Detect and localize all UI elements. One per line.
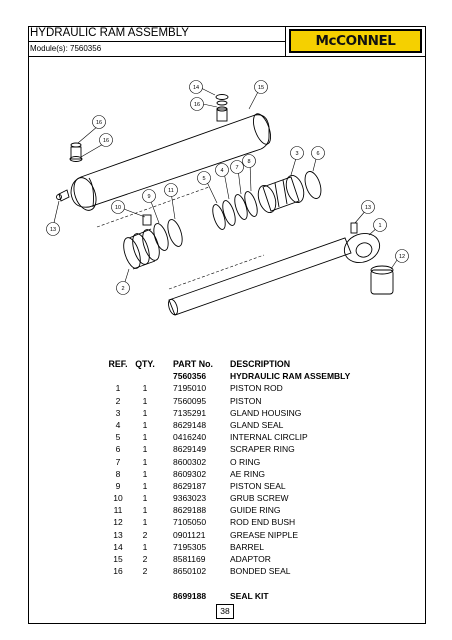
svg-text:2: 2 <box>121 286 125 292</box>
callout <box>216 164 229 177</box>
page-number: 38 <box>216 604 234 619</box>
ref-cell: 3 <box>115 407 121 418</box>
description-cell: GLAND SEAL <box>230 419 284 430</box>
part-number-cell: 8629148 <box>173 419 207 430</box>
callout <box>191 98 204 111</box>
callout <box>312 147 325 160</box>
callout <box>396 250 409 263</box>
part-number-cell: 8600302 <box>173 456 207 467</box>
parts-table <box>106 358 406 602</box>
assembly-description: HYDRAULIC RAM ASSEMBLY <box>230 371 351 382</box>
qty-cell: 1 <box>142 456 148 467</box>
part-number-cell: 7195010 <box>173 383 207 394</box>
ref-cell: 12 <box>113 517 123 528</box>
part-number-cell: 8629149 <box>173 444 207 455</box>
description-cell: BARREL <box>230 541 265 552</box>
part-number-cell: 8581169 <box>173 554 206 564</box>
callout <box>231 161 244 174</box>
ref-cell: 14 <box>113 541 123 552</box>
description-cell: GLAND HOUSING <box>230 407 302 418</box>
description-cell: GREASE NIPPLE <box>230 529 299 540</box>
table-row <box>106 382 406 394</box>
qty-cell: 2 <box>142 554 148 564</box>
table-row <box>106 504 406 516</box>
part-number-cell: 9363023 <box>173 493 207 504</box>
ref-cell: 11 <box>113 505 123 516</box>
svg-text:14: 14 <box>192 85 200 91</box>
part-number-cell: 8629188 <box>173 505 207 516</box>
svg-text:1: 1 <box>378 223 382 229</box>
qty-cell: 1 <box>142 407 148 418</box>
qty-cell: 1 <box>142 444 148 455</box>
ref-cell: 9 <box>115 480 121 491</box>
svg-text:9: 9 <box>147 194 151 200</box>
part-number-cell: 0901121 <box>173 529 206 540</box>
seal-kit-part-number: 8699188 <box>173 590 207 601</box>
ref-cell: 2 <box>115 395 121 406</box>
column-header: PART No. <box>173 359 213 369</box>
spacer <box>106 577 406 589</box>
exploded-diagram <box>29 57 425 347</box>
table-row <box>106 529 406 541</box>
table-row <box>106 553 406 565</box>
description-cell: PISTON ROD <box>230 383 283 394</box>
part-number-cell: 7135291 <box>173 407 207 418</box>
column-header: QTY. <box>135 359 155 369</box>
svg-text:13: 13 <box>49 227 57 233</box>
svg-text:7: 7 <box>235 165 239 171</box>
assembly-row <box>106 370 406 382</box>
table-row <box>106 431 406 443</box>
description-cell: AE RING <box>230 468 265 479</box>
callout <box>100 134 113 147</box>
description-cell: ROD END BUSH <box>230 517 296 528</box>
callout <box>117 282 130 295</box>
module-label: Module(s): 7560356 <box>30 44 102 53</box>
table-row <box>106 516 406 528</box>
qty-cell: 1 <box>142 383 148 394</box>
description-cell: GRUB SCREW <box>230 493 289 504</box>
svg-text:3: 3 <box>295 151 299 157</box>
ref-cell: 6 <box>115 444 121 455</box>
table-row <box>106 492 406 504</box>
svg-text:11: 11 <box>168 188 174 194</box>
ref-cell: 10 <box>113 493 123 504</box>
table-row <box>106 541 406 553</box>
part-number-cell: 0416240 <box>173 432 207 443</box>
exploded-diagram-svg <box>29 57 425 347</box>
table-row <box>106 407 406 419</box>
table-row <box>106 565 406 577</box>
brand-logo-text: McCONNEL <box>315 33 396 49</box>
qty-cell: 2 <box>142 566 148 577</box>
table-header <box>106 358 406 370</box>
ref-cell: 4 <box>115 419 121 430</box>
part-number-cell: 7195305 <box>173 541 207 552</box>
ref-cell: 1 <box>115 383 121 394</box>
description-cell: PISTON SEAL <box>230 480 286 491</box>
svg-text:8: 8 <box>247 159 251 165</box>
part-number-cell: 8609302 <box>173 468 207 479</box>
header-divider <box>285 26 286 56</box>
table-row <box>106 468 406 480</box>
svg-text:5: 5 <box>202 176 206 182</box>
qty-cell: 1 <box>142 505 148 516</box>
description-cell: GUIDE RING <box>230 505 281 516</box>
svg-text:16: 16 <box>95 120 103 126</box>
callout <box>374 219 387 232</box>
description-cell: INTERNAL CIRCLIP <box>230 432 308 443</box>
qty-cell: 1 <box>142 468 148 479</box>
callout <box>291 147 304 160</box>
svg-text:6: 6 <box>316 151 320 157</box>
callout <box>93 116 106 129</box>
callout <box>198 172 211 185</box>
ref-cell: 13 <box>113 529 123 540</box>
svg-text:10: 10 <box>114 205 122 211</box>
part-number-cell: 8629187 <box>173 480 207 491</box>
callout <box>143 190 156 203</box>
description-cell: PISTON <box>230 395 262 406</box>
callout <box>190 81 203 94</box>
table-row <box>106 395 406 407</box>
table-row <box>106 456 406 468</box>
page-title: HYDRAULIC RAM ASSEMBLY <box>30 27 189 39</box>
svg-text:13: 13 <box>364 205 372 211</box>
qty-cell: 1 <box>142 419 148 430</box>
description-cell: BONDED SEAL <box>230 566 291 577</box>
seal-kit-description: SEAL KIT <box>230 590 269 601</box>
ref-cell: 16 <box>113 566 123 577</box>
qty-cell: 1 <box>142 395 148 406</box>
qty-cell: 1 <box>142 480 148 491</box>
ref-cell: 5 <box>115 432 121 443</box>
header-divider <box>28 41 285 42</box>
qty-cell: 2 <box>142 529 148 540</box>
column-header: REF. <box>108 359 128 369</box>
table-row <box>106 480 406 492</box>
svg-text:16: 16 <box>102 138 110 144</box>
assembly-part-number: 7560356 <box>173 371 207 382</box>
ref-cell: 15 <box>113 554 123 564</box>
ref-cell: 8 <box>115 468 121 479</box>
description-cell: O RING <box>230 456 261 467</box>
seal-kit-row <box>106 590 406 602</box>
table-row <box>106 443 406 455</box>
callout <box>362 201 375 214</box>
callout <box>112 201 125 214</box>
description-cell: ADAPTOR <box>230 554 271 564</box>
description-cell: SCRAPER RING <box>230 444 295 455</box>
qty-cell: 1 <box>142 517 148 528</box>
part-number-cell: 7560095 <box>173 395 207 406</box>
svg-text:4: 4 <box>220 168 224 174</box>
svg-text:16: 16 <box>193 102 201 108</box>
qty-cell: 1 <box>142 541 148 552</box>
svg-text:15: 15 <box>257 85 265 91</box>
part-number-cell: 8650102 <box>173 566 207 577</box>
part-number-cell: 7105050 <box>173 517 207 528</box>
callout <box>165 184 178 197</box>
svg-text:12: 12 <box>398 254 406 260</box>
ref-cell: 7 <box>115 456 121 467</box>
qty-cell: 1 <box>142 493 148 504</box>
callout <box>243 155 256 168</box>
column-header: DESCRIPTION <box>230 359 291 369</box>
qty-cell: 1 <box>142 432 148 443</box>
callout <box>47 223 60 236</box>
callout <box>255 81 268 94</box>
brand-logo <box>289 29 422 53</box>
table-row <box>106 419 406 431</box>
